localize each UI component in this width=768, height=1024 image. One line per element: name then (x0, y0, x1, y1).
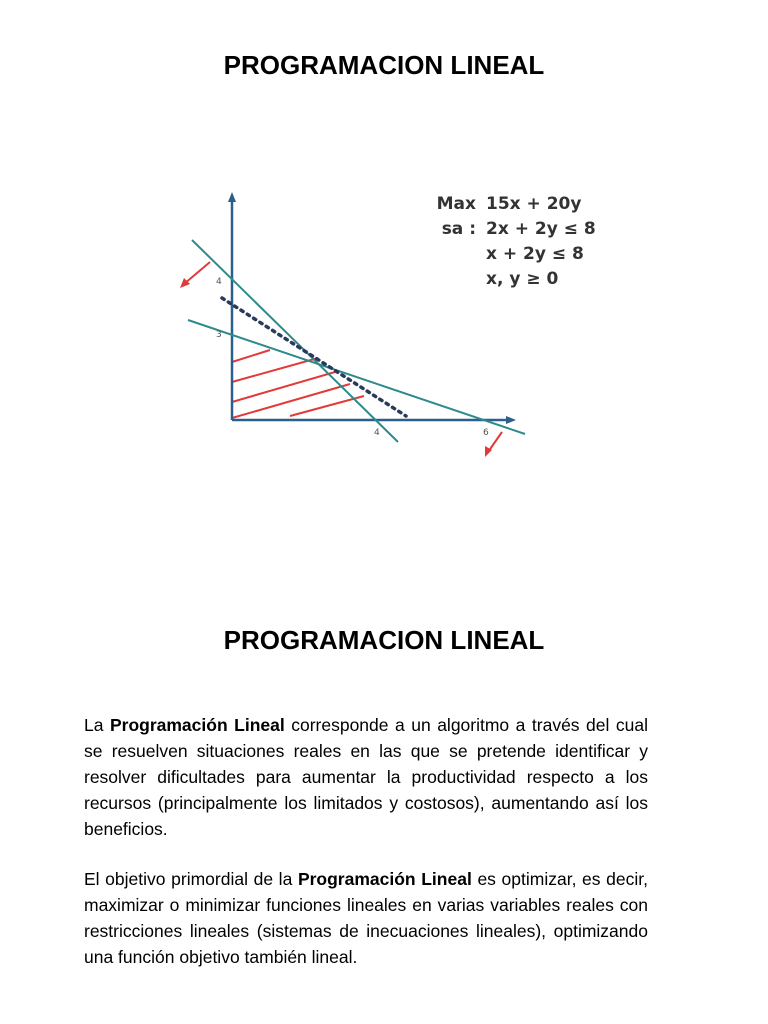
formula-label: sa : (441, 219, 476, 239)
paragraph-text: es optimizar, es decir, maximizar o minimizar funciones lineales en varias variables reales con restricciones lineales (sistemas de inecuaciones lineales), optimizando una función objetivo también lineal. (84, 869, 648, 967)
tick-label-x-left: 4 (374, 428, 380, 438)
lp-formulation (418, 192, 596, 292)
formula-expression: x + 2y ≤ 8 (486, 244, 584, 264)
formula-label (418, 267, 486, 292)
arrow-top-left (180, 262, 210, 288)
formula-row (418, 192, 596, 217)
paragraph-definition (84, 712, 648, 842)
paragraph-text: El objetivo primordial de la (84, 869, 298, 889)
page-title-bottom: PROGRAMACION LINEAL (223, 625, 545, 655)
tick-label-y-upper: 4 (216, 277, 222, 287)
formula-expression: 15x + 20y (486, 194, 582, 214)
tick-label-x-right: 6 (483, 428, 489, 438)
formula-row (418, 217, 596, 242)
paragraph-objective (84, 866, 648, 970)
formula-row (418, 242, 596, 267)
formula-expression: x, y ≥ 0 (486, 269, 559, 289)
formula-expression: 2x + 2y ≤ 8 (486, 219, 596, 239)
page-title-top: PROGRAMACION LINEAL (223, 50, 545, 80)
feasible-region-hatch (232, 350, 364, 418)
paragraph-text: La (84, 715, 110, 735)
formula-label: Max (436, 194, 476, 214)
formula-row (418, 267, 596, 292)
paragraph-text: corresponde a un algoritmo a través del cual se resuelven situaciones reales en las que se pretende identificar y resolver dificultades para aumentar la productividad respecto a los recursos (principalmente los limitados y costosos), aumentando así los beneficios. (84, 715, 649, 839)
constraint-line-steep (192, 240, 398, 442)
paragraph-bold-term: Programación Lineal (297, 869, 472, 889)
paragraph-bold-term: Programación Lineal (109, 715, 285, 735)
tick-label-y-lower: 3 (216, 330, 222, 340)
formula-label (418, 242, 486, 267)
